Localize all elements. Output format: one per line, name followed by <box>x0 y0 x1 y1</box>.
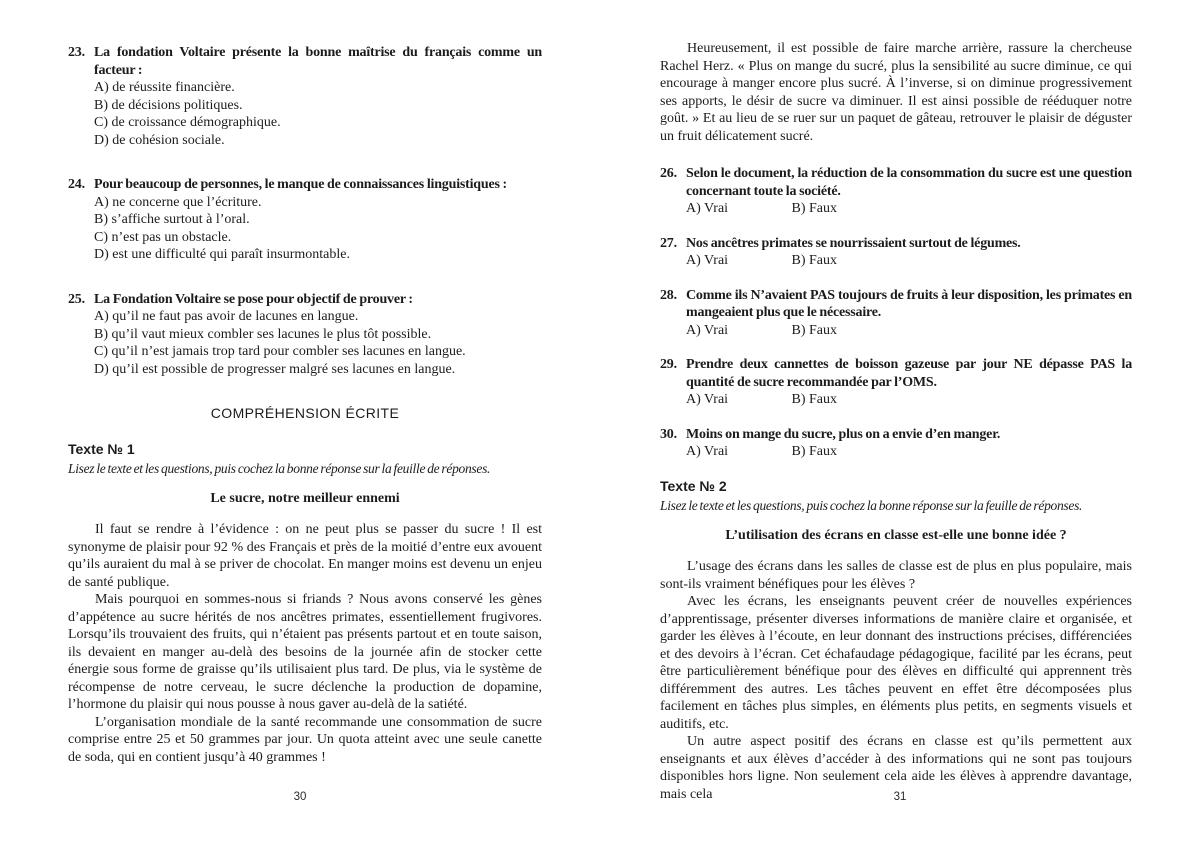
texte-1-paragraph-1: Il faut se rendre à l’évidence : on ne peut plus se passer du sucre ! Il est synonyme de plaisir pour 92 % des Français et près de la moitié d’entre eux avouent qu’ils auraient du mal à se priver de chocolat. En manger moins est devenu un enjeu de santé publique. <box>68 522 542 590</box>
question-29-number: 29. <box>660 357 677 372</box>
option-a: A) qu’il ne faut pas avoir de lacunes en langue. <box>94 309 359 324</box>
question-23-options <box>68 79 542 149</box>
option-faux: B) Faux <box>791 201 837 216</box>
question-30 <box>660 426 1132 461</box>
option-b: B) qu’il vaut mieux combler ses lacunes le plus tôt possible. <box>94 326 432 342</box>
texte-2-instruction: Lisez le texte et les questions, puis cochez la bonne réponse sur la feuille de réponses. <box>660 498 1083 513</box>
question-25-number: 25. <box>68 291 85 307</box>
question-24-number: 24. <box>68 177 85 192</box>
question-26-number: 26. <box>660 166 677 181</box>
question-29-statement: Prendre deux cannettes de boisson gazeuse par jour NE dépasse PAS la quantité de sucre recommandée par l’OMS. <box>686 357 1132 390</box>
question-23 <box>68 44 542 149</box>
texte-1-instruction: Lisez le texte et les questions, puis cochez la bonne réponse sur la feuille de réponses. <box>68 461 491 476</box>
question-27-number: 27. <box>660 235 677 251</box>
option-vrai: A) Vrai <box>686 444 729 459</box>
question-29-text <box>660 356 1132 391</box>
question-30-text <box>660 426 1132 444</box>
question-23-text <box>68 44 542 79</box>
option-a: A) de réussite financière. <box>94 80 235 95</box>
question-27-text <box>660 235 1132 253</box>
texte-1-title: Le sucre, notre meilleur ennemi <box>210 490 400 506</box>
option-d: D) qu’il est possible de progresser malgré ses lacunes en langue. <box>94 361 456 377</box>
option-d: D) de cohésion sociale. <box>94 132 225 148</box>
option-c: C) n’est pas un obstacle. <box>94 229 232 245</box>
option-faux: B) Faux <box>791 392 837 407</box>
question-30-number: 30. <box>660 426 677 442</box>
option-faux: B) Faux <box>791 444 837 459</box>
question-30-statement: Moins on mange du sucre, plus on a envie d’en manger. <box>686 426 1001 442</box>
option-vrai: A) Vrai <box>686 392 729 407</box>
question-27-options <box>660 252 1132 270</box>
texte-2-paragraph-1: L’usage des écrans dans les salles de classe est de plus en plus populaire, mais sont-ils vraiment bénéfiques pour les élèves ? <box>660 559 1132 592</box>
question-29-options <box>660 391 1132 409</box>
question-28-text <box>660 287 1132 322</box>
texte-1-paragraph-4: Heureusement, il est possible de faire marche arrière, rassure la chercheuse Rachel Herz. « Plus on mange du sucré, plus la sensibilité au sucre diminue, ce qui encourage à manger encore plus sucré. À l’inverse, si on diminue progressivement ses apports, le désir de sucre va diminuer. Il est ainsi possible de rééduquer notre goût. » Et au lieu de se ruer sur un paquet de gâteau, retrouver le plaisir de déguster un fruit délicatement sucré. <box>660 41 1132 144</box>
question-28 <box>660 287 1132 340</box>
option-c: C) qu’il n’est jamais trop tard pour combler ses lacunes en langue. <box>94 344 466 359</box>
question-25-statement: La Fondation Voltaire se pose pour objectif de prouver : <box>94 291 413 307</box>
question-28-options <box>660 322 1132 340</box>
texte-1-paragraph-2: Mais pourquoi en sommes-nous si friands ? Nous avons conservé les gènes d’appétence au sucre hérités de nos ancêtres primates, essentiellement frugivores. Lorsqu’ils trouvaient des fruits, qui n’étaient pas présents partout et en toute saison, ils devaient en manger au-delà des besoins de la journée afin de stocker cette énergie sous forme de graisse qu’ils utilisaient plus tard. De plus, via le système de récompense de notre cerveau, le sucre déclenche la production de dopamine, l’hormone du plaisir qui nous pousse à nous gaver au-delà de la satiété. <box>68 592 542 712</box>
question-26-text <box>660 165 1132 200</box>
option-vrai: A) Vrai <box>686 253 729 268</box>
question-26 <box>660 165 1132 218</box>
option-a: A) ne concerne que l’écriture. <box>94 194 262 210</box>
option-b: B) de décisions politiques. <box>94 97 243 113</box>
question-29 <box>660 356 1132 409</box>
question-23-number: 23. <box>68 45 85 60</box>
question-28-number: 28. <box>660 287 677 303</box>
question-27 <box>660 235 1132 270</box>
question-30-options <box>660 443 1132 461</box>
question-26-statement: Selon le document, la réduction de la consommation du sucre est une question concernant toute la société. <box>686 166 1132 199</box>
question-27-statement: Nos ancêtres primates se nourrissaient surtout de légumes. <box>686 235 1021 251</box>
question-28-statement: Comme ils N’avaient PAS toujours de fruits à leur disposition, les primates en mangeaient plus que le nécessaire. <box>686 287 1132 320</box>
texte-2-label: Texte № 2 <box>660 477 727 494</box>
option-b: B) s’affiche surtout à l’oral. <box>94 212 250 227</box>
option-vrai: A) Vrai <box>686 322 729 338</box>
option-vrai: A) Vrai <box>686 201 729 216</box>
option-faux: B) Faux <box>791 253 837 268</box>
page-number-right: 31 <box>893 791 907 803</box>
question-24-options <box>68 194 542 264</box>
texte-2-paragraph-3: Un autre aspect positif des écrans en classe est qu’ils permettent aux enseignants et aux élèves d’accéder à des informations qui ne sont pas toujours disponibles hors ligne. Non seulement cela aide les élèves à apprendre davantage, mais cela <box>660 734 1132 802</box>
page-number-left: 30 <box>293 791 307 803</box>
question-23-statement: La fondation Voltaire présente la bonne maîtrise du français comme un facteur : <box>94 45 542 78</box>
question-25-options <box>68 308 542 378</box>
option-c: C) de croissance démographique. <box>94 115 281 130</box>
question-25 <box>68 291 542 379</box>
question-24 <box>68 176 542 264</box>
question-24-text <box>68 176 542 194</box>
texte-2-title: L’utilisation des écrans en classe est-elle une bonne idée ? <box>725 527 1067 543</box>
texte-2-paragraph-2: Avec les écrans, les enseignants peuvent créer de nouvelles expériences d’apprentissage, présenter diverses informations de manière claire et organisée, et garder les élèves à l’écoute, en leur donnant des instructions précises, différenciées et des devoirs à l’écran. Cet échafaudage pédagogique, facilité par les écrans, peut être particulièrement bénéfique pour des élèves en difficulté qui apprennent très différemment des autres. Les tâches peuvent en effet être décomposées plus facilement en tâches plus simples, en éléments plus petits, en segments visuels et auditifs, etc. <box>660 594 1132 732</box>
section-heading: COMPRÉHENSION ÉCRITE <box>210 405 400 421</box>
texte-1-label: Texte № 1 <box>68 440 135 457</box>
texte-1-paragraph-3: L’organisation mondiale de la santé recommande une consommation de sucre comprise entre 25 et 50 grammes par jour. Un quota atteint avec une seule canette de soda, qui en contient jusqu’à 40 grammes ! <box>68 714 542 765</box>
question-24-statement: Pour beaucoup de personnes, le manque de connaissances linguistiques : <box>94 177 507 192</box>
option-faux: B) Faux <box>791 322 837 338</box>
question-26-options <box>660 200 1132 218</box>
question-25-text <box>68 291 542 309</box>
option-d: D) est une difficulté qui paraît insurmontable. <box>94 247 350 262</box>
page-31 <box>600 0 1200 851</box>
